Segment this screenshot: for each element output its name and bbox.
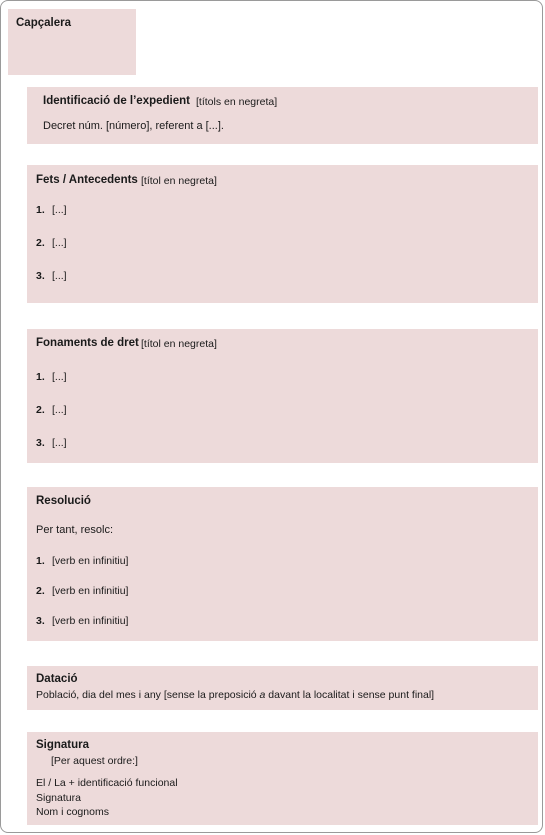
signature-block	[27, 732, 538, 825]
resolution-item-text: [verb en infinitiu]	[52, 585, 129, 597]
resolution-item	[36, 614, 128, 628]
facts-item-text: [...]	[52, 237, 67, 249]
resolution-item-number: 3.	[36, 615, 45, 627]
resolution-item-text: [verb en infinitiu]	[52, 555, 129, 567]
signature-title: Signatura	[36, 739, 90, 751]
facts-item	[36, 236, 67, 250]
identification-block	[27, 87, 538, 144]
signature-order-note: [Per aquest ordre:]	[51, 755, 138, 767]
facts-title: Fets / Antecedents	[36, 174, 138, 186]
resolution-block	[27, 487, 538, 641]
header-label: Capçalera	[16, 17, 71, 29]
resolution-item	[36, 554, 128, 568]
facts-item-number: 1.	[36, 204, 45, 216]
resolution-item-number: 2.	[36, 585, 45, 597]
legal-basis-item-number: 3.	[36, 437, 45, 449]
dating-text-before: Població, dia del mes i any [sense la preposició	[36, 689, 260, 701]
identification-text: Decret núm. [número], referent a [...].	[43, 120, 224, 132]
facts-item	[36, 203, 67, 217]
legal-basis-item-number: 2.	[36, 404, 45, 416]
legal-basis-note: [títol en negreta]	[141, 338, 217, 350]
facts-item-number: 2.	[36, 237, 45, 249]
resolution-title: Resolució	[36, 495, 91, 507]
resolution-item-text: [verb en infinitiu]	[52, 615, 129, 627]
legal-basis-item-text: [...]	[52, 437, 67, 449]
signature-line: Nom i cognoms	[36, 806, 109, 818]
resolution-intro: Per tant, resolc:	[36, 524, 114, 536]
legal-basis-block	[27, 329, 538, 463]
dating-text	[36, 688, 434, 702]
facts-item-number: 3.	[36, 270, 45, 282]
resolution-item-number: 1.	[36, 555, 45, 567]
legal-basis-title: Fonaments de dret	[36, 337, 139, 349]
resolution-item	[36, 584, 128, 598]
dating-block	[27, 666, 538, 710]
facts-item	[36, 269, 67, 283]
identification-note: [títols en negreta]	[196, 96, 278, 108]
legal-basis-item	[36, 403, 67, 417]
legal-basis-item-text: [...]	[52, 371, 67, 383]
legal-basis-item-text: [...]	[52, 404, 67, 416]
dating-text-italic: a	[259, 689, 266, 701]
facts-note: [títol en negreta]	[141, 175, 217, 187]
facts-block	[27, 165, 538, 303]
legal-basis-item	[36, 436, 67, 450]
legal-basis-item	[36, 370, 67, 384]
dating-text-after: davant la localitat i sense punt final]	[265, 689, 435, 701]
header-block	[8, 9, 136, 75]
facts-item-text: [...]	[52, 204, 67, 216]
identification-title: Identificació de l’expedient	[43, 95, 190, 107]
signature-line: El / La + identificació funcional	[36, 777, 178, 789]
signature-line: Signatura	[36, 792, 81, 804]
facts-item-text: [...]	[52, 270, 67, 282]
legal-basis-item-number: 1.	[36, 371, 45, 383]
dating-title: Datació	[36, 673, 78, 685]
